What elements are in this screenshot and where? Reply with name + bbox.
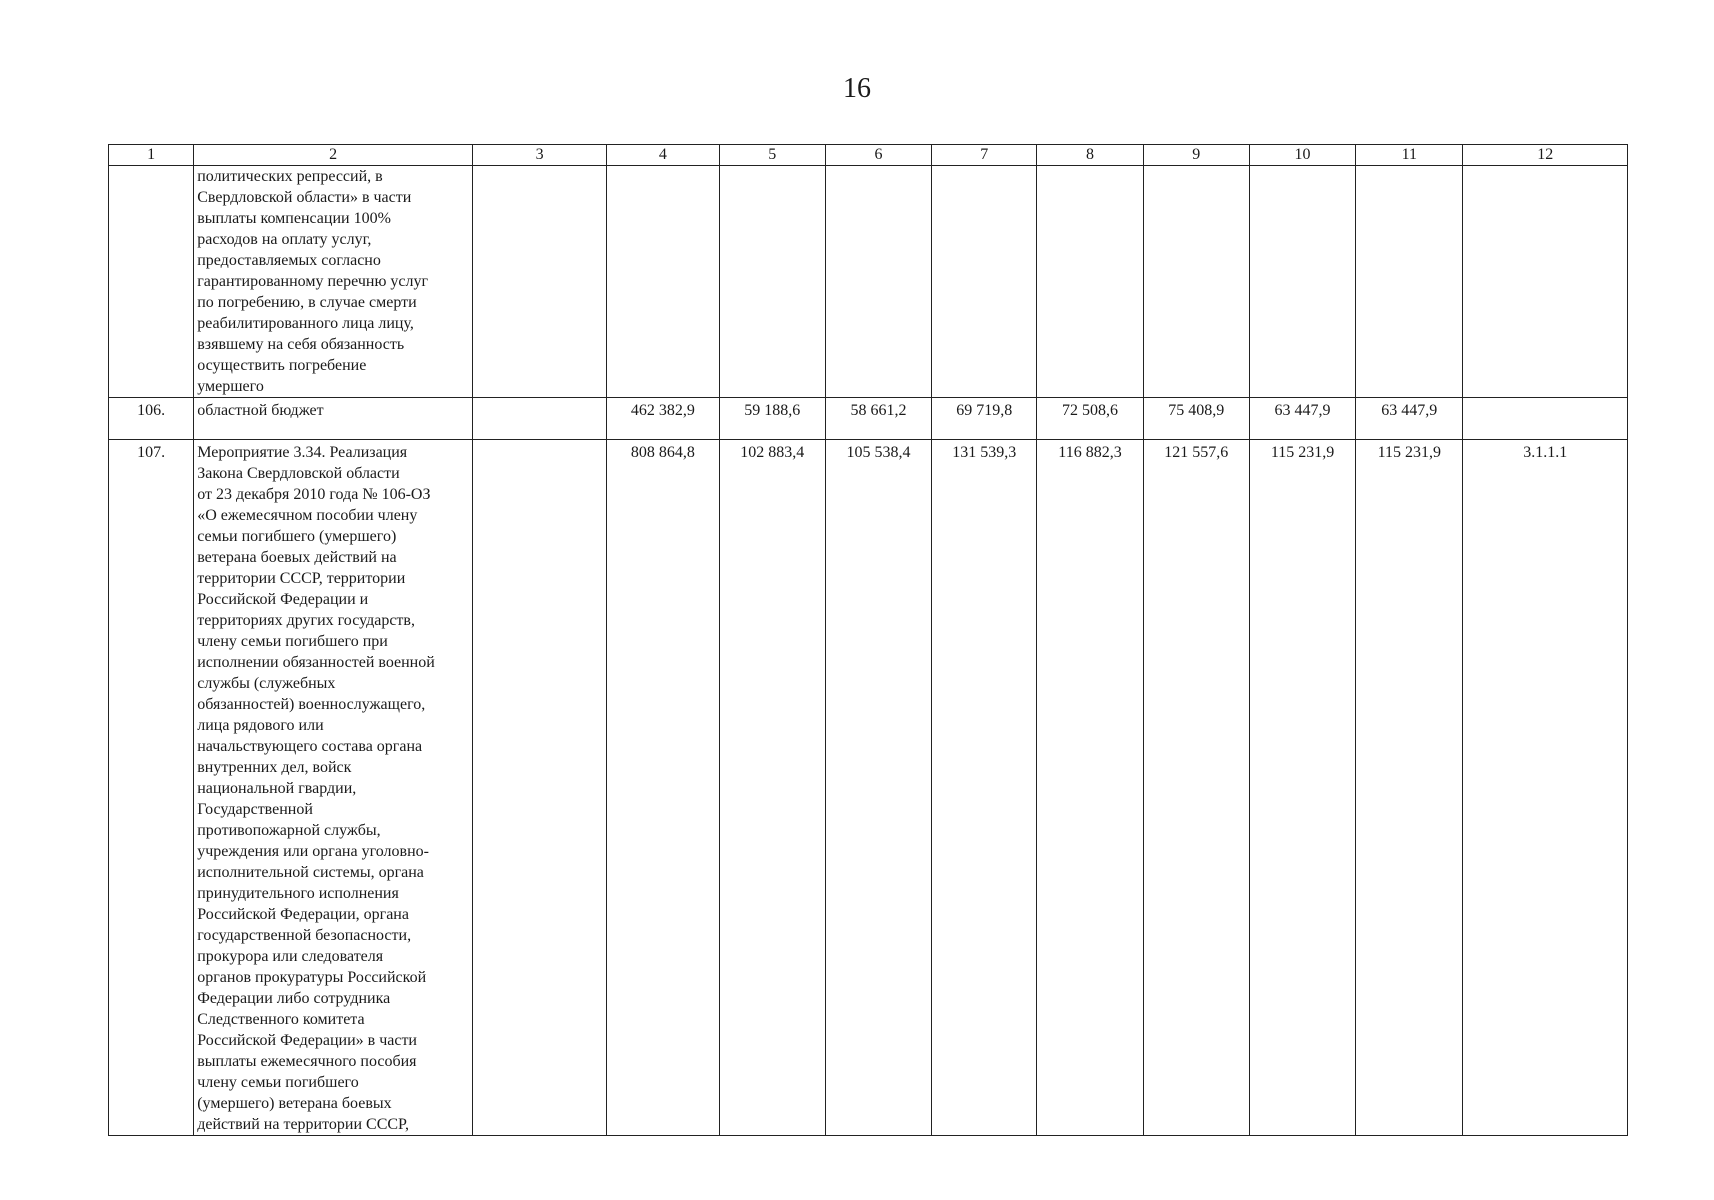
row-description: областной бюджет [194, 398, 473, 440]
cell-col6: 105 538,4 [825, 440, 931, 1136]
column-number-row [109, 145, 1628, 166]
cell-col4: 808 864,8 [607, 440, 719, 1136]
row-number: 106. [109, 398, 194, 440]
column-header: 11 [1356, 145, 1463, 166]
cell-col12: 3.1.1.1 [1463, 440, 1628, 1136]
column-header: 1 [109, 145, 194, 166]
cell-col9 [1143, 166, 1249, 398]
column-header: 5 [719, 145, 825, 166]
column-header: 9 [1143, 145, 1249, 166]
column-header: 6 [825, 145, 931, 166]
table-row [109, 398, 1628, 440]
cell-col11: 63 447,9 [1356, 398, 1463, 440]
column-header: 12 [1463, 145, 1628, 166]
row-description: политических репрессий, в Свердловской области» в части выплаты компенсации 100% расходов на оплату услуг, предоставляемых согласно гарантированному перечню услуг по погребению, в случае смерти реабилитированного лица лицу, взявшему на себя обязанность осуществить погребение умершего [194, 166, 473, 398]
cell-col3 [472, 440, 606, 1136]
table-row [109, 440, 1628, 1136]
column-header: 2 [194, 145, 473, 166]
cell-col11: 115 231,9 [1356, 440, 1463, 1136]
cell-col5: 59 188,6 [719, 398, 825, 440]
column-header: 4 [607, 145, 719, 166]
column-header: 3 [472, 145, 606, 166]
cell-col7: 131 539,3 [932, 440, 1037, 1136]
cell-col12 [1463, 398, 1628, 440]
cell-col8: 72 508,6 [1037, 398, 1143, 440]
cell-col5: 102 883,4 [719, 440, 825, 1136]
cell-col6: 58 661,2 [825, 398, 931, 440]
cell-col9: 121 557,6 [1143, 440, 1249, 1136]
cell-col10 [1249, 166, 1355, 398]
page-number: 16 [843, 73, 871, 104]
cell-col4: 462 382,9 [607, 398, 719, 440]
row-number: 107. [109, 440, 194, 1136]
cell-col8 [1037, 166, 1143, 398]
row-description: Мероприятие 3.34. Реализация Закона Свердловской области от 23 декабря 2010 года № 106-ОЗ «О ежемесячном пособии члену семьи погибшего (умершего) ветерана боевых действий на территории СССР, территории Российской Федерации и территориях других государств, члену семьи погибшего при исполнении обязанностей военной службы (служебных обязанностей) военнослужащего, лица рядового или начальствующего состава органа внутренних дел, войск национальной гвардии, Государственной противопожарной службы, учреждения или органа уголовно- исполнительной системы, органа принудительного исполнения Российской Федерации, органа государственной безопасности, прокурора или следователя органов прокуратуры Российской Федерации либо сотрудника Следственного комитета Российской Федерации» в части выплаты ежемесячного пособия члену семьи погибшего (умершего) ветерана боевых действий на территории СССР, [194, 440, 473, 1136]
cell-col4 [607, 166, 719, 398]
row-number [109, 166, 194, 398]
cell-col3 [472, 398, 606, 440]
cell-col12 [1463, 166, 1628, 398]
cell-col11 [1356, 166, 1463, 398]
program-table [108, 144, 1628, 1136]
cell-col3 [472, 166, 606, 398]
cell-col8: 116 882,3 [1037, 440, 1143, 1136]
cell-col7 [932, 166, 1037, 398]
cell-col9: 75 408,9 [1143, 398, 1249, 440]
cell-col7: 69 719,8 [932, 398, 1037, 440]
column-header: 8 [1037, 145, 1143, 166]
table-row [109, 166, 1628, 398]
cell-col10: 63 447,9 [1249, 398, 1355, 440]
cell-col10: 115 231,9 [1249, 440, 1355, 1136]
cell-col6 [825, 166, 931, 398]
column-header: 7 [932, 145, 1037, 166]
column-header: 10 [1249, 145, 1355, 166]
cell-col5 [719, 166, 825, 398]
